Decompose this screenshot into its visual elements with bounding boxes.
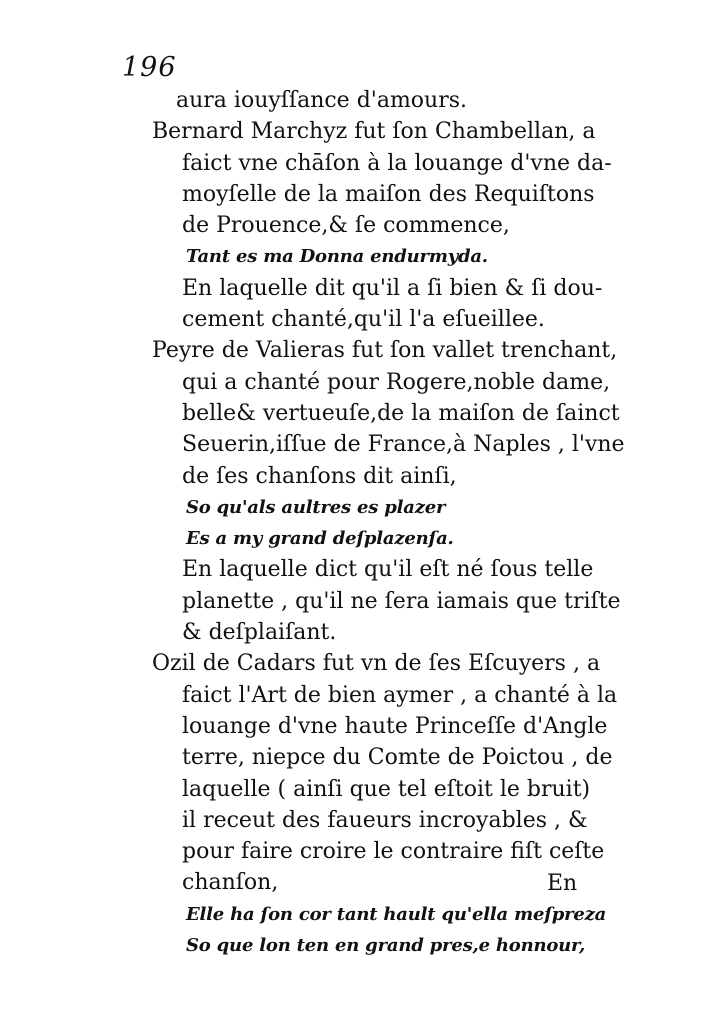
text-line: laquelle ( ainſi que tel eſtoit le bruit) [182, 776, 591, 802]
text-line: planette , qu'il ne ſera iamais que triſte [182, 588, 621, 614]
text-line: Tant es ma Donna endurmyda. [186, 246, 488, 268]
text-line: Bernard Marchyz fut ſon Chambellan, a [152, 119, 596, 145]
text-line: de ſes chanſons dit ainſi, [182, 463, 457, 489]
text-line: il receut des faueurs incroyables , & [182, 807, 588, 833]
text-line: terre, niepce du Comte de Poictou , de [182, 745, 613, 771]
text-line: chanſon, [182, 870, 279, 896]
text-line: louange d'vne haute Princeſſe d'Angle [182, 713, 608, 739]
text-line: Peyre de Valieras fut ſon vallet trenchant, [152, 338, 618, 364]
text-line: faict l'Art de bien aymer , a chanté à la [182, 682, 618, 708]
text-line: En laquelle dict qu'il eſt né ſous telle [182, 557, 594, 583]
text-line: So qu'als aultres es plazer [186, 496, 446, 518]
text-line: moyſelle de la maiſon des Requiſtons [182, 181, 595, 207]
text-line: de Prouence,& ſe commence, [182, 213, 510, 239]
text-line: & deſplaiſant. [182, 620, 337, 646]
text-line: Elle ha ſon cor tant hault qu'ella meſpreza [186, 903, 607, 925]
text-line: cement chanté,qu'il l'a eſueillee. [182, 307, 545, 333]
text-line: qui a chanté pour Rogere,noble dame, [182, 369, 611, 395]
text-line: Ozil de Cadars fut vn de ſes Eſcuyers , a [152, 651, 601, 677]
catchword: En [547, 871, 578, 896]
text-line: faict vne chāſon à la louange d'vne da- [182, 150, 612, 176]
text-line: So que lon ten en grand pres,e honnour, [186, 935, 586, 957]
text-line: Es a my grand deſplazenſa. [186, 528, 454, 550]
text-line: aura iouyſſance d'amours. [176, 88, 468, 113]
text-line: belle& vertueuſe,de la maiſon de ſainct [182, 400, 620, 426]
text-line: En laquelle dit qu'il a ſi bien & ſi dou- [182, 275, 603, 301]
text-line: pour faire croire le contraire fiſt ceſte [182, 839, 605, 865]
text-line: Seuerin,iſſue de France,à Naples , l'vne [182, 432, 625, 458]
body-text [152, 85, 625, 961]
page-number: 196 [122, 52, 177, 83]
